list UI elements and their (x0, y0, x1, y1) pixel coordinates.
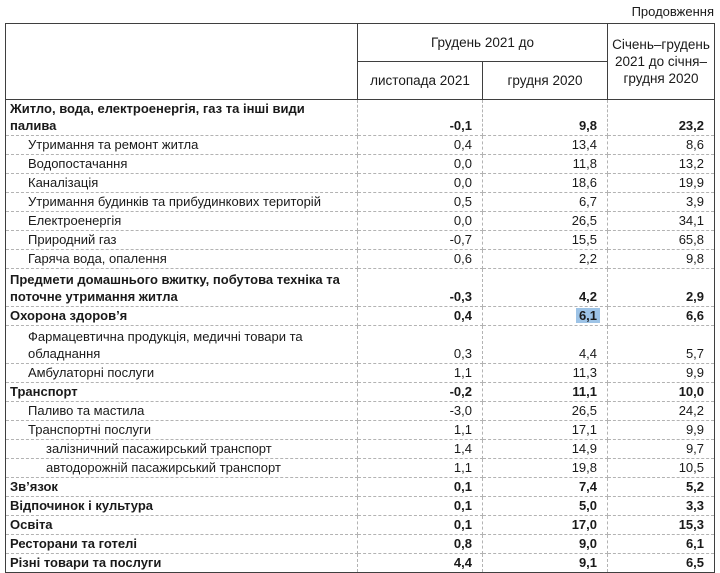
value-text: 13,2 (678, 156, 705, 171)
value-text: 15,3 (678, 517, 705, 532)
value-text: 5,2 (685, 479, 705, 494)
value-vs-previous-month (358, 100, 483, 136)
continuation-label: Продовження (631, 4, 714, 19)
value-text: 11,3 (572, 365, 598, 380)
table-body (6, 100, 715, 573)
value-text: 23,2 (678, 118, 705, 133)
category-label-cell (6, 155, 358, 174)
category-label-cell (6, 100, 358, 136)
value-year-over-year (608, 193, 715, 212)
category-label-cell (6, 269, 358, 307)
value-vs-december-2020 (483, 516, 608, 535)
value-vs-previous-month (358, 155, 483, 174)
value-vs-previous-month (358, 136, 483, 155)
table-row (6, 364, 715, 383)
table-row (6, 231, 715, 250)
value-vs-december-2020 (483, 459, 608, 478)
value-vs-december-2020 (483, 100, 608, 136)
value-text: 13,4 (571, 137, 598, 152)
value-vs-previous-month (358, 459, 483, 478)
value-year-over-year (608, 307, 715, 326)
value-vs-december-2020 (483, 155, 608, 174)
value-vs-previous-month (358, 174, 483, 193)
value-year-over-year (608, 440, 715, 459)
value-year-over-year (608, 516, 715, 535)
table-row (6, 440, 715, 459)
value-text: -0,2 (449, 384, 472, 399)
value-text: 1,1 (453, 460, 472, 475)
value-text: 0,1 (453, 498, 472, 513)
value-vs-december-2020 (483, 421, 608, 440)
category-label: Природний газ (28, 232, 117, 247)
category-label-cell (6, 326, 358, 364)
value-text: 14,9 (571, 441, 598, 456)
value-text: 65,8 (678, 232, 705, 247)
value-text: -0,1 (449, 118, 472, 133)
value-text: 9,1 (578, 555, 598, 570)
category-label-cell (6, 250, 358, 269)
cpi-table (5, 23, 715, 573)
value-text: 6,6 (685, 308, 705, 323)
value-text: 8,6 (685, 137, 705, 152)
value-year-over-year (608, 326, 715, 364)
value-text: 1,1 (453, 422, 472, 437)
table-row (6, 269, 715, 307)
value-text: 6,1 (576, 308, 600, 323)
table-row (6, 421, 715, 440)
value-vs-previous-month (358, 402, 483, 421)
value-text: 0,4 (453, 308, 472, 323)
header-subcol-december-2020: грудня 2020 (483, 62, 608, 100)
category-label: Транспорт (10, 384, 78, 399)
table-row (6, 516, 715, 535)
value-text: 9,7 (685, 441, 705, 456)
table-row (6, 402, 715, 421)
value-text: 24,2 (678, 403, 705, 418)
table-row (6, 497, 715, 516)
value-text: 1,1 (453, 365, 472, 380)
value-text: -0,7 (449, 232, 472, 247)
category-label: Фармацевтична продукція, медичні товари та обладнання (28, 329, 303, 361)
category-label: Транспортні послуги (28, 422, 152, 437)
value-vs-previous-month (358, 193, 483, 212)
table-row (6, 155, 715, 174)
table-row (6, 193, 715, 212)
value-vs-december-2020 (483, 497, 608, 516)
value-text: 10,0 (678, 384, 705, 399)
category-label: Різні товари та послуги (10, 555, 162, 570)
value-vs-previous-month (358, 250, 483, 269)
category-label-cell (6, 421, 358, 440)
value-text: 26,5 (571, 403, 598, 418)
value-year-over-year (608, 478, 715, 497)
value-vs-december-2020 (483, 136, 608, 155)
value-text: 4,4 (578, 346, 598, 361)
value-year-over-year (608, 535, 715, 554)
value-text: 0,0 (453, 175, 472, 190)
value-vs-december-2020 (483, 212, 608, 231)
table-row (6, 100, 715, 136)
category-label: Утримання та ремонт житла (28, 137, 199, 152)
table-row (6, 535, 715, 554)
value-text: 11,8 (572, 156, 598, 171)
value-vs-previous-month (358, 326, 483, 364)
value-text: 3,9 (685, 194, 705, 209)
value-year-over-year (608, 421, 715, 440)
header-group-december-2021: Грудень 2021 до (358, 24, 608, 62)
value-text: 0,1 (453, 517, 472, 532)
table-row (6, 250, 715, 269)
category-label: залізничний пасажирський транспорт (46, 441, 272, 456)
value-text: 34,1 (678, 213, 705, 228)
table-row (6, 136, 715, 155)
value-text: 0,3 (453, 346, 472, 361)
value-text: 0,4 (453, 137, 472, 152)
value-year-over-year (608, 100, 715, 136)
category-label: Відпочинок і культура (10, 498, 153, 513)
value-text: 9,9 (685, 422, 705, 437)
value-vs-december-2020 (483, 440, 608, 459)
value-text: 7,4 (578, 479, 598, 494)
table-row (6, 459, 715, 478)
value-year-over-year (608, 136, 715, 155)
category-label-cell (6, 231, 358, 250)
value-text: 0,0 (453, 213, 472, 228)
value-text: 19,8 (571, 460, 598, 475)
value-vs-december-2020 (483, 383, 608, 402)
category-label: Паливо та мастила (28, 403, 145, 418)
value-vs-previous-month (358, 421, 483, 440)
value-vs-previous-month (358, 554, 483, 573)
value-text: 9,8 (685, 251, 705, 266)
category-label-cell (6, 212, 358, 231)
value-vs-december-2020 (483, 478, 608, 497)
value-year-over-year (608, 383, 715, 402)
category-label-cell (6, 307, 358, 326)
value-vs-december-2020 (483, 193, 608, 212)
value-text: 0,8 (453, 536, 472, 551)
value-text: 5,0 (578, 498, 598, 513)
value-year-over-year (608, 554, 715, 573)
value-text: 15,5 (571, 232, 598, 247)
value-text: 3,3 (685, 498, 705, 513)
category-label-cell (6, 516, 358, 535)
value-text: 0,0 (453, 156, 472, 171)
value-text: 6,5 (685, 555, 705, 570)
value-vs-previous-month (358, 231, 483, 250)
value-vs-previous-month (358, 307, 483, 326)
category-label: Охорона здоров’я (10, 308, 128, 323)
category-label-cell (6, 478, 358, 497)
value-year-over-year (608, 269, 715, 307)
value-text: 2,2 (578, 251, 598, 266)
category-label-cell (6, 383, 358, 402)
value-vs-previous-month (358, 383, 483, 402)
value-text: 10,5 (678, 460, 705, 475)
value-vs-previous-month (358, 212, 483, 231)
category-label: Амбулаторні послуги (28, 365, 155, 380)
value-text: 19,9 (678, 175, 705, 190)
value-vs-previous-month (358, 478, 483, 497)
value-year-over-year (608, 155, 715, 174)
category-label-cell (6, 459, 358, 478)
value-vs-december-2020 (483, 535, 608, 554)
table-row (6, 212, 715, 231)
category-label-cell (6, 136, 358, 155)
header-year-over-year: Січень–грудень 2021 до січня–грудня 2020 (608, 24, 715, 100)
value-vs-december-2020 (483, 231, 608, 250)
value-vs-previous-month (358, 269, 483, 307)
category-label-cell (6, 174, 358, 193)
table-row (6, 554, 715, 573)
value-text: 6,1 (685, 536, 705, 551)
value-vs-previous-month (358, 364, 483, 383)
value-text: -3,0 (449, 403, 472, 418)
value-text: 17,0 (571, 517, 598, 532)
table-row (6, 326, 715, 364)
value-year-over-year (608, 497, 715, 516)
category-label: Зв’язок (10, 479, 58, 494)
value-year-over-year (608, 459, 715, 478)
category-label: Електроенергія (28, 213, 122, 228)
category-label: Водопостачання (28, 156, 128, 171)
value-year-over-year (608, 231, 715, 250)
value-vs-december-2020 (483, 326, 608, 364)
value-vs-december-2020 (483, 307, 608, 326)
category-label-cell (6, 497, 358, 516)
value-vs-previous-month (358, 440, 483, 459)
category-label-cell (6, 440, 358, 459)
value-text: 0,5 (453, 194, 472, 209)
category-label-cell (6, 554, 358, 573)
value-vs-december-2020 (483, 250, 608, 269)
value-vs-december-2020 (483, 554, 608, 573)
value-year-over-year (608, 250, 715, 269)
category-label: Гаряча вода, опалення (28, 251, 167, 266)
value-text: 0,1 (453, 479, 472, 494)
value-vs-december-2020 (483, 269, 608, 307)
value-vs-previous-month (358, 497, 483, 516)
category-label: Освіта (10, 517, 53, 532)
value-text: 9,8 (578, 118, 598, 133)
value-vs-previous-month (358, 516, 483, 535)
value-year-over-year (608, 364, 715, 383)
category-label: Ресторани та готелі (10, 536, 137, 551)
value-vs-previous-month (358, 535, 483, 554)
table-row (6, 307, 715, 326)
value-text: 18,6 (571, 175, 598, 190)
table-row (6, 383, 715, 402)
header-category-blank (6, 24, 358, 100)
category-label: автодорожній пасажирський транспорт (46, 460, 281, 475)
category-label-cell (6, 364, 358, 383)
category-label: Предмети домашнього вжитку, побутова техніка та поточне утримання житла (10, 272, 340, 304)
value-text: 1,4 (453, 441, 472, 456)
header-subcol-november-2021: листопада 2021 (358, 62, 483, 100)
value-text: 2,9 (685, 289, 705, 304)
value-text: 6,7 (578, 194, 598, 209)
value-text: 11,1 (572, 384, 598, 399)
category-label-cell (6, 535, 358, 554)
value-text: 5,7 (685, 346, 705, 361)
value-text: 26,5 (571, 213, 598, 228)
table-row (6, 478, 715, 497)
value-text: 9,0 (578, 536, 598, 551)
category-label-cell (6, 402, 358, 421)
category-label: Утримання будинків та прибудинкових територій (28, 194, 321, 209)
category-label: Житло, вода, електроенергія, газ та інші види палива (10, 101, 305, 133)
value-text: 4,2 (578, 289, 598, 304)
category-label: Каналізація (28, 175, 99, 190)
value-vs-december-2020 (483, 364, 608, 383)
category-label-cell (6, 193, 358, 212)
value-year-over-year (608, 402, 715, 421)
value-year-over-year (608, 212, 715, 231)
table-header (6, 24, 715, 100)
value-vs-december-2020 (483, 402, 608, 421)
value-text: 0,6 (453, 251, 472, 266)
value-text: 9,9 (685, 365, 705, 380)
value-text: 17,1 (571, 422, 598, 437)
value-text: -0,3 (449, 289, 472, 304)
value-year-over-year (608, 174, 715, 193)
table-row (6, 174, 715, 193)
value-vs-december-2020 (483, 174, 608, 193)
value-text: 4,4 (453, 555, 472, 570)
